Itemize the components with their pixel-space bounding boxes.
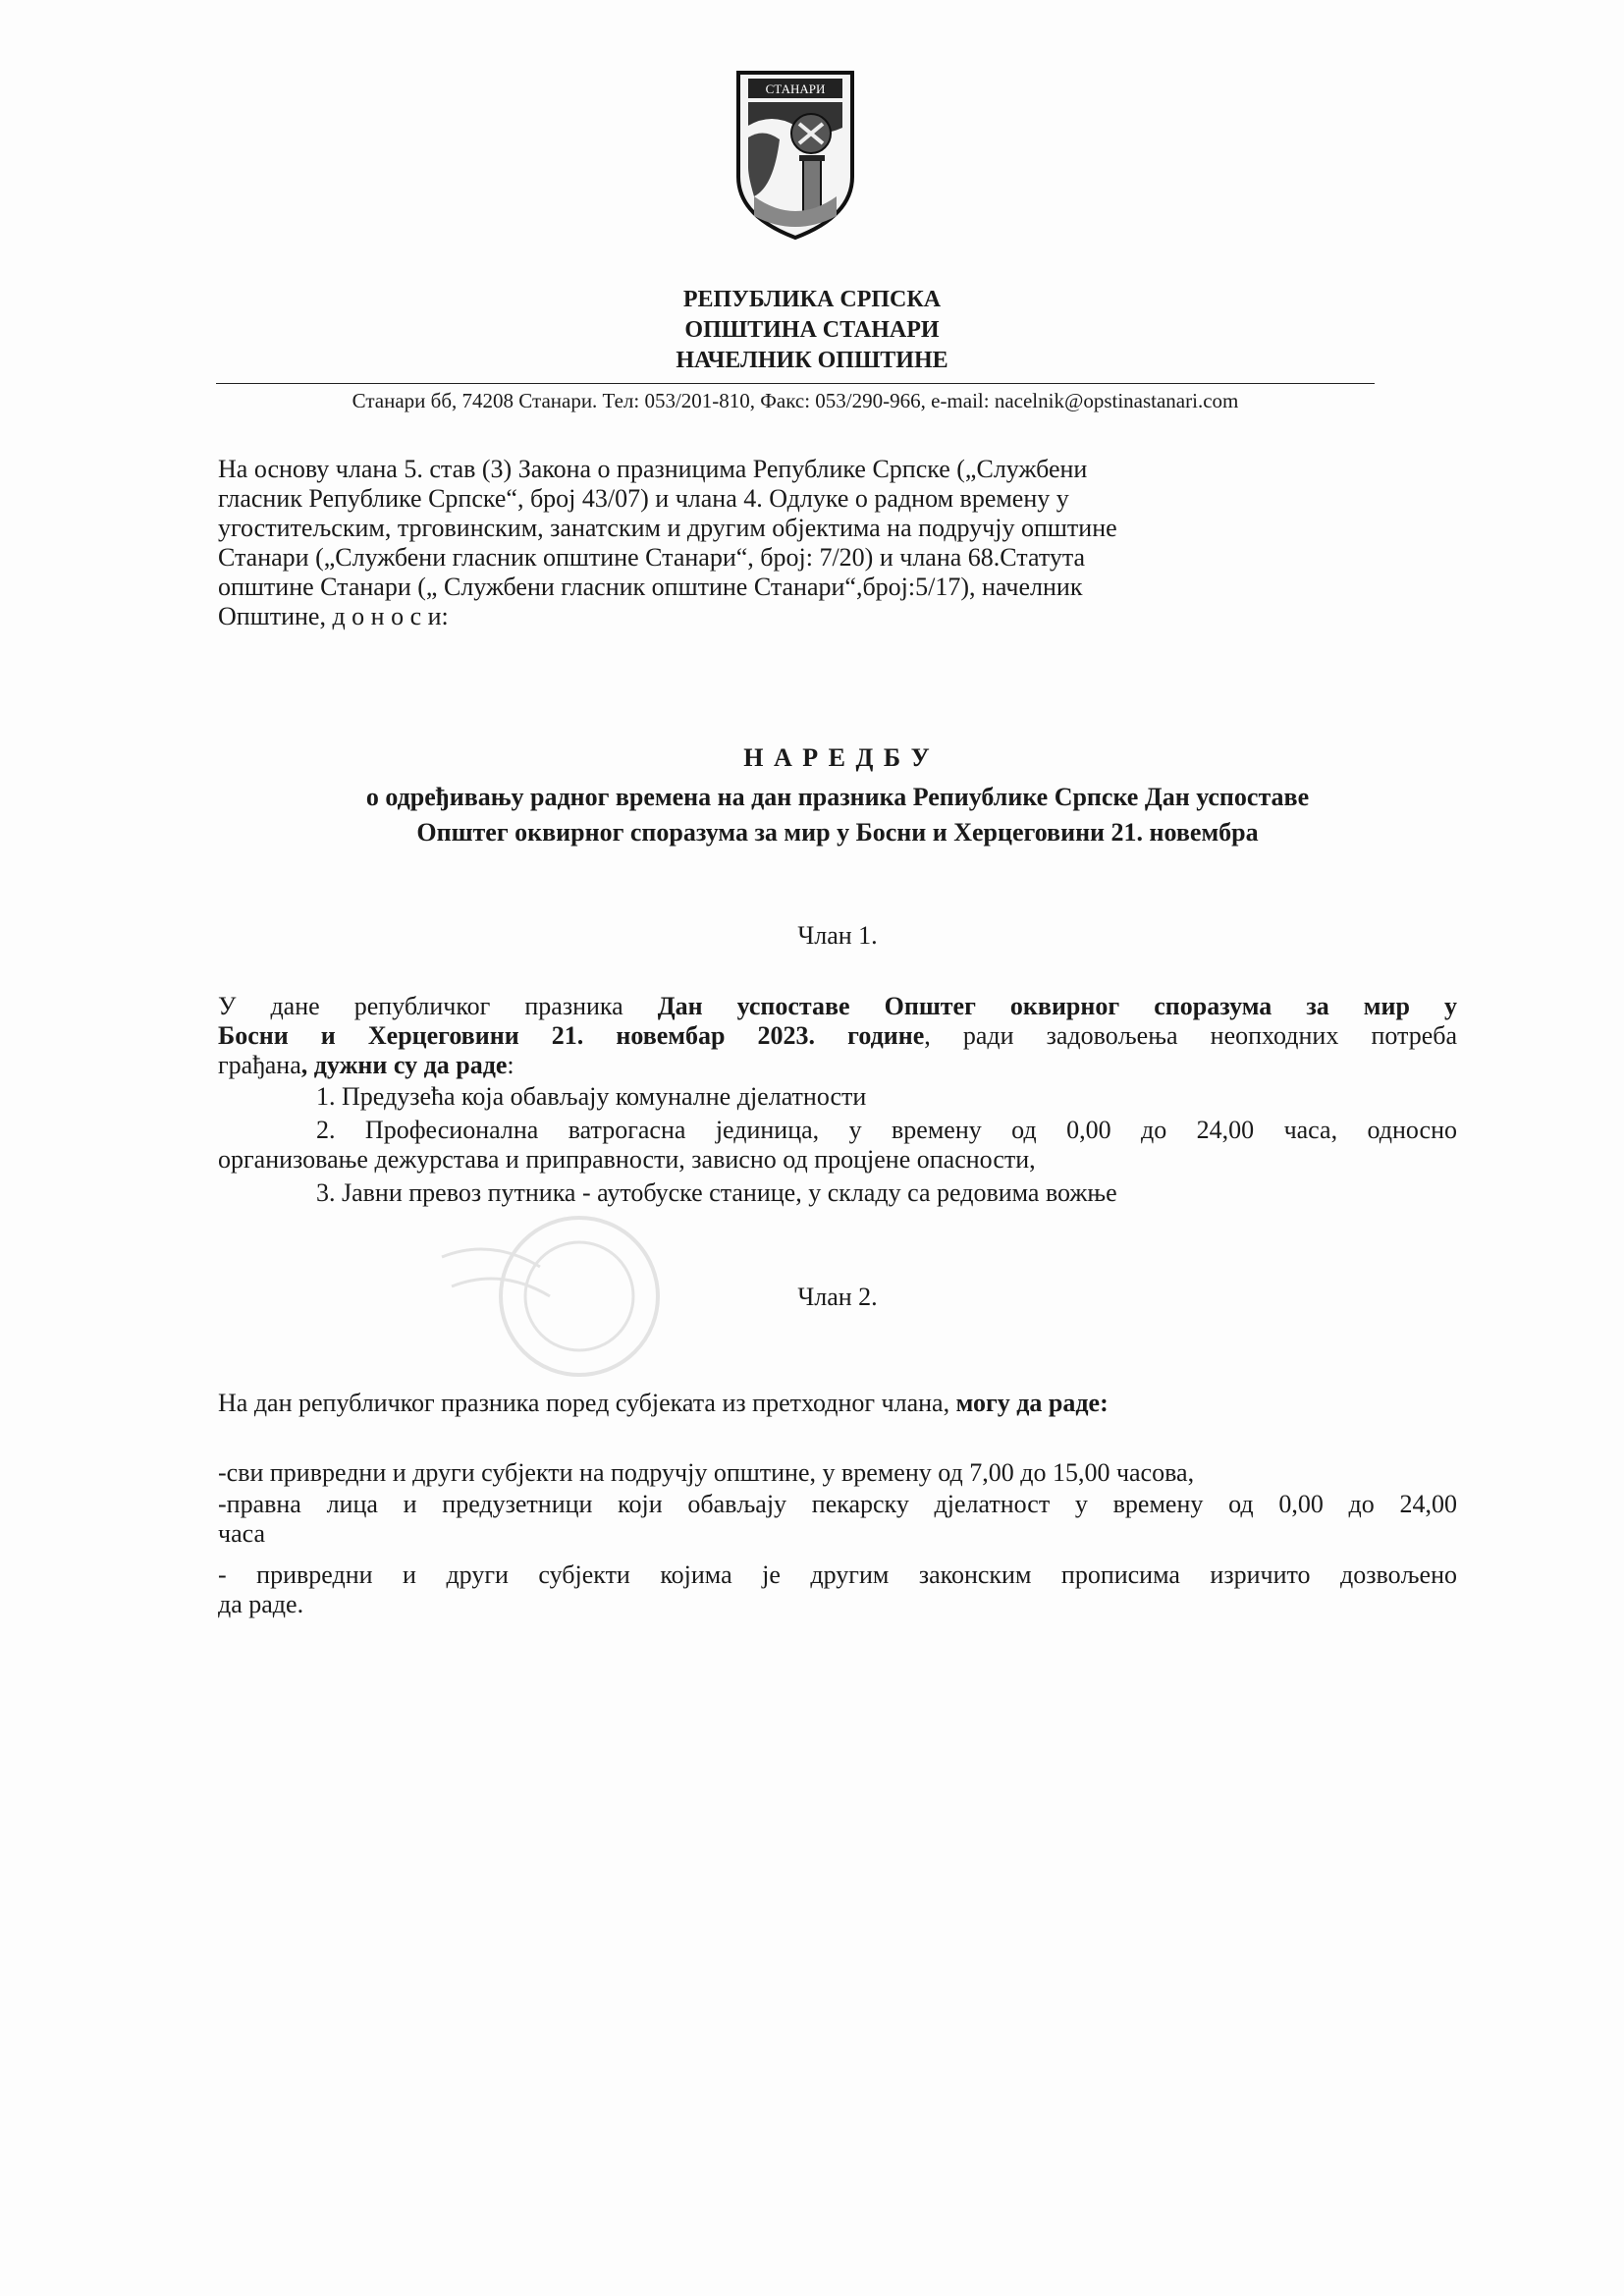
article1-line1: [218, 992, 1457, 1021]
article1-line2: [218, 1021, 1457, 1051]
article1-item2: 2. Професионална ватрогасна јединица, у времену од 0,00 до 24,00 часа, односно: [316, 1116, 1457, 1144]
holiday-date-bold: Босни и Херцеговини 21. новембар 2023. године: [218, 1021, 925, 1050]
preamble-line: општине Станари („ Службени гласник општине Станари“,број:5/17), начелник: [218, 573, 1083, 601]
contact-line: Станари бб, 74208 Станари. Тел: 053/201-810, Факс: 053/290-966, e-mail: nacelnik@opstinastanari.com: [352, 389, 1239, 412]
text-span: :: [507, 1051, 514, 1079]
article1-body: [218, 992, 1457, 1208]
article1-heading: Члан 1.: [797, 921, 878, 950]
article1-line3: [218, 1051, 1457, 1080]
text-span: У дане републичког празника: [218, 992, 658, 1020]
article2-bullet1: -сви привредни и други субјекти на подручју општине, у времену од 7,00 до 15,00 часова,: [218, 1458, 1195, 1487]
preamble-line: Општине, д о н о с и:: [218, 602, 449, 630]
order-title-main: Н А Р Е Д Б У: [743, 743, 932, 772]
preamble-line: На основу члана 5. став (3) Закона о празницима Републике Српске („Службени: [218, 455, 1088, 483]
crest-banner: СТАНАРИ: [765, 82, 826, 96]
order-title: [218, 743, 1457, 847]
header-divider: [216, 383, 1375, 384]
article1-item2-cont: организовање дежурстава и приправности, зависно од процјене опасности,: [218, 1145, 1036, 1174]
article2-bullet3: - привредни и други субјекти којима је другим законским прописима изричито дозвољено: [218, 1560, 1457, 1589]
preamble-line: гласник Републике Српске“, број 43/07) и члана 4. Одлуке о радном времену у: [218, 484, 1069, 513]
holiday-name-bold: Дан успоставе Општег оквирног споразума за мир у: [657, 992, 1457, 1020]
article2-heading: Члан 2.: [797, 1283, 878, 1311]
municipality-crest-icon: [734, 69, 856, 242]
preamble-line: угоститељским, трговинским, занатским и другим објектима на подручју општине: [218, 514, 1117, 542]
order-subtitle-line1: о одређивању радног времена на дан празника Репиублике Српске Дан успоставе: [365, 783, 1310, 811]
preamble: [218, 455, 1457, 631]
article2-bullet2-cont: часа: [218, 1519, 266, 1548]
article2-bullet3-cont: да раде.: [218, 1590, 304, 1618]
article2-bullet2: -правна лица и предузетници који обављају пекарску дјелатност у времену од 0,00 до 24,00: [218, 1490, 1457, 1518]
article2-list: [218, 1458, 1457, 1619]
permission-bold: могу да раде:: [955, 1389, 1109, 1417]
faded-stamp-icon: [432, 1198, 668, 1394]
order-subtitle-line2: Општег оквирног споразума за мир у Босни и Херцеговини 21. новембра: [416, 818, 1259, 847]
republic-name: РЕПУБЛИКА СРПСКА: [682, 287, 942, 312]
article1-item3: 3. Јавни превоз путника - аутобуске станице, у складу са редовима вожње: [316, 1178, 1117, 1207]
letterhead: [216, 285, 1408, 376]
text-span: На дан републичког празника поред субјеката из претходног члана,: [218, 1389, 956, 1417]
municipality-name: ОПШТИНА СТАНАРИ: [684, 317, 940, 343]
article1-item1: 1. Предузећа која обављају комуналне дјелатности: [316, 1082, 867, 1111]
text-span: , ради задовољења неопходних потреба: [924, 1021, 1457, 1050]
obligation-bold: , дужни су да раде: [300, 1051, 508, 1079]
article2-intro: [218, 1389, 1457, 1418]
office-name: НАЧЕЛНИК ОПШТИНЕ: [676, 348, 948, 373]
preamble-line: Станари („Службени гласник општине Станари“, број: 7/20) и члана 68.Статута: [218, 543, 1086, 572]
text-span: грађана: [218, 1051, 301, 1079]
